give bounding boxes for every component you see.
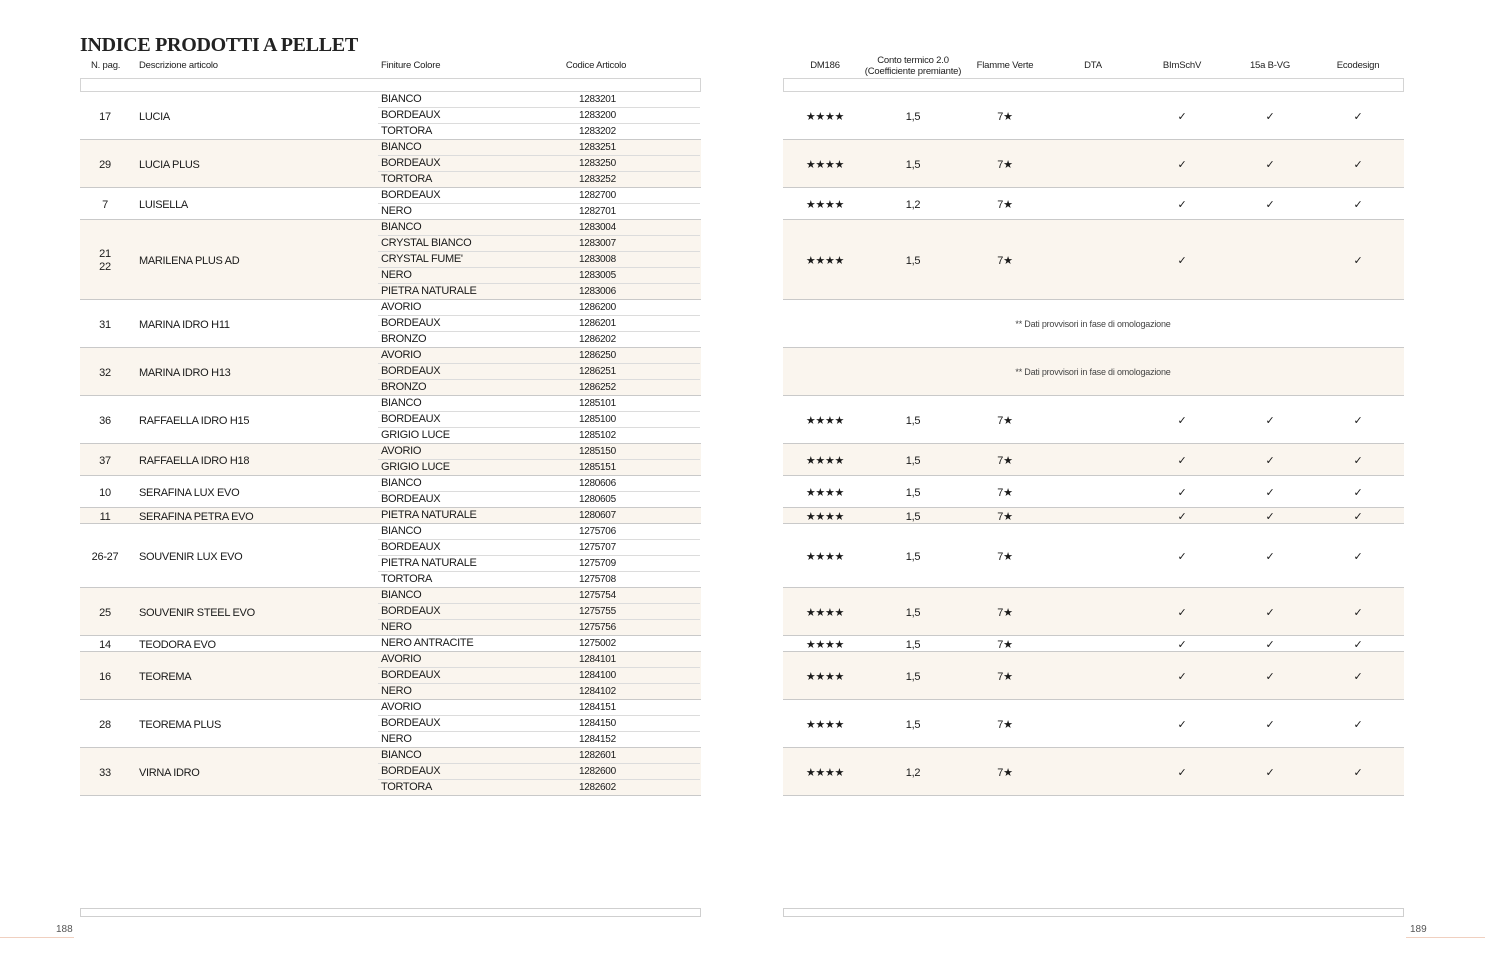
dm186-rating: ★★★★ <box>805 638 845 651</box>
finish-color: BORDEAUX <box>381 493 441 505</box>
finish-color: TORTORA <box>381 573 433 585</box>
finish-color: BRONZO <box>381 381 427 393</box>
finish-row <box>0 668 1485 684</box>
finish-row <box>0 172 1485 188</box>
conto-termico-value: 1,5 <box>905 510 921 523</box>
blmschv-check: ✓ <box>1177 766 1187 779</box>
product-name: SERAFINA PETRA EVO <box>139 510 254 523</box>
page-number-cell: 14 <box>99 638 111 651</box>
finish-row <box>0 700 1485 716</box>
page-rule-right <box>1406 937 1485 938</box>
article-code: 1283201 <box>579 94 616 105</box>
product-group <box>0 588 1485 636</box>
finish-color: BORDEAUX <box>381 541 441 553</box>
product-name: TEODORA EVO <box>139 638 216 651</box>
article-code: 1286251 <box>579 366 616 377</box>
table-bottom-border-right <box>783 908 1404 917</box>
finish-color: BIANCO <box>381 589 422 601</box>
finish-row <box>0 732 1485 748</box>
finish-row <box>0 220 1485 236</box>
product-name: LUCIA PLUS <box>139 158 200 171</box>
finish-color: CRYSTAL BIANCO <box>381 237 472 249</box>
page-number-cell: 10 <box>99 486 111 499</box>
table-bottom-border-left <box>80 908 701 917</box>
dm186-rating: ★★★★ <box>805 110 845 123</box>
product-group <box>0 220 1485 300</box>
header-flamme-verte: Flamme Verte <box>976 60 1034 71</box>
finish-color: PIETRA NATURALE <box>381 509 477 521</box>
conto-termico-value: 1,5 <box>905 254 921 267</box>
finish-row <box>0 332 1485 348</box>
product-group <box>0 652 1485 700</box>
blmschv-check: ✓ <box>1177 158 1187 171</box>
header-dm186: DM186 <box>810 60 840 71</box>
product-name: TEOREMA PLUS <box>139 718 221 731</box>
ecodesign-check: ✓ <box>1353 158 1363 171</box>
article-code: 1275709 <box>579 558 616 569</box>
bvg-check: ✓ <box>1265 454 1275 467</box>
dm186-rating: ★★★★ <box>805 254 845 267</box>
page-number-cell: 29 <box>99 158 111 171</box>
article-code: 1286200 <box>579 302 616 313</box>
product-name: RAFFAELLA IDRO H18 <box>139 454 250 467</box>
article-code: 1280605 <box>579 494 616 505</box>
flamme-verte-rating: 7★ <box>997 254 1013 267</box>
article-code: 1284150 <box>579 718 616 729</box>
article-code: 1275707 <box>579 542 616 553</box>
ecodesign-check: ✓ <box>1353 670 1363 683</box>
finish-row <box>0 636 1485 652</box>
blmschv-check: ✓ <box>1177 414 1187 427</box>
flamme-verte-rating: 7★ <box>997 670 1013 683</box>
ecodesign-check: ✓ <box>1353 254 1363 267</box>
flamme-verte-rating: 7★ <box>997 638 1013 651</box>
page-number-right: 189 <box>1410 924 1427 935</box>
article-code: 1284152 <box>579 734 616 745</box>
finish-color: AVORIO <box>381 701 422 713</box>
finish-row <box>0 300 1485 316</box>
article-code: 1283250 <box>579 158 616 169</box>
bvg-check: ✓ <box>1265 606 1275 619</box>
finish-row <box>0 124 1485 140</box>
product-group <box>0 444 1485 476</box>
provisional-note: ** Dati provvisori in fase di omologazione <box>1015 367 1171 377</box>
finish-color: TORTORA <box>381 173 433 185</box>
finish-color: BRONZO <box>381 333 427 345</box>
article-code: 1275002 <box>579 638 616 649</box>
finish-color: NERO <box>381 685 412 697</box>
finish-color: BORDEAUX <box>381 365 441 377</box>
product-group <box>0 348 1485 396</box>
dm186-rating: ★★★★ <box>805 510 845 523</box>
ecodesign-check: ✓ <box>1353 510 1363 523</box>
blmschv-check: ✓ <box>1177 454 1187 467</box>
finish-color: BORDEAUX <box>381 717 441 729</box>
finish-color: AVORIO <box>381 349 422 361</box>
article-code: 1286202 <box>579 334 616 345</box>
page-number-cell: 17 <box>99 110 111 123</box>
article-code: 1275754 <box>579 590 616 601</box>
finish-row <box>0 764 1485 780</box>
flamme-verte-rating: 7★ <box>997 718 1013 731</box>
blmschv-check: ✓ <box>1177 198 1187 211</box>
article-code: 1282600 <box>579 766 616 777</box>
finish-row <box>0 188 1485 204</box>
finish-row <box>0 380 1485 396</box>
dm186-rating: ★★★★ <box>805 454 845 467</box>
ecodesign-check: ✓ <box>1353 718 1363 731</box>
article-code: 1284151 <box>579 702 616 713</box>
bvg-check: ✓ <box>1265 158 1275 171</box>
article-code: 1283202 <box>579 126 616 137</box>
bvg-check: ✓ <box>1265 718 1275 731</box>
ecodesign-check: ✓ <box>1353 486 1363 499</box>
ecodesign-check: ✓ <box>1353 198 1363 211</box>
page-number-cell: 26-27 <box>91 550 119 563</box>
product-name: MARILENA PLUS AD <box>139 254 240 267</box>
article-code: 1282601 <box>579 750 616 761</box>
product-name: MARINA IDRO H13 <box>139 366 231 379</box>
article-code: 1286250 <box>579 350 616 361</box>
product-group <box>0 396 1485 444</box>
finish-color: NERO ANTRACITE <box>381 637 474 649</box>
ecodesign-check: ✓ <box>1353 454 1363 467</box>
conto-termico-value: 1,5 <box>905 454 921 467</box>
finish-row <box>0 428 1485 444</box>
product-group <box>0 140 1485 188</box>
finish-row <box>0 284 1485 300</box>
finish-row <box>0 108 1485 124</box>
article-code: 1275756 <box>579 622 616 633</box>
product-group <box>0 92 1485 140</box>
header-conto-line2: (Coefficiente premiante) <box>864 66 962 77</box>
finish-color: BIANCO <box>381 525 422 537</box>
finish-row <box>0 348 1485 364</box>
conto-termico-value: 1,5 <box>905 638 921 651</box>
product-group <box>0 476 1485 508</box>
product-name: SERAFINA LUX EVO <box>139 486 240 499</box>
header-ecodesign: Ecodesign <box>1336 60 1380 71</box>
header-blmschv: BImSchV <box>1162 60 1202 71</box>
finish-color: AVORIO <box>381 653 422 665</box>
finish-color: BORDEAUX <box>381 157 441 169</box>
article-code: 1286252 <box>579 382 616 393</box>
page-number-cell: 16 <box>99 670 111 683</box>
blmschv-check: ✓ <box>1177 670 1187 683</box>
page-number-cell: 25 <box>99 606 111 619</box>
finish-color: PIETRA NATURALE <box>381 285 477 297</box>
conto-termico-value: 1,5 <box>905 158 921 171</box>
page-number-cell: 36 <box>99 414 111 427</box>
article-code: 1285151 <box>579 462 616 473</box>
article-code: 1285102 <box>579 430 616 441</box>
article-code: 1285101 <box>579 398 616 409</box>
article-code: 1275755 <box>579 606 616 617</box>
blmschv-check: ✓ <box>1177 718 1187 731</box>
finish-row <box>0 204 1485 220</box>
page-number-cell: 37 <box>99 454 111 467</box>
finish-color: NERO <box>381 733 412 745</box>
finish-color: BORDEAUX <box>381 109 441 121</box>
article-code: 1275706 <box>579 526 616 537</box>
bvg-check: ✓ <box>1265 110 1275 123</box>
blmschv-check: ✓ <box>1177 550 1187 563</box>
product-group <box>0 508 1485 524</box>
product-group <box>0 300 1485 348</box>
table-top-border-right <box>783 78 1404 92</box>
finish-row <box>0 572 1485 588</box>
finish-row <box>0 524 1485 540</box>
header-dta: DTA <box>1084 60 1102 71</box>
header-description: Descrizione articolo <box>139 60 218 71</box>
finish-color: NERO <box>381 205 412 217</box>
conto-termico-value: 1,2 <box>905 198 921 211</box>
finish-row <box>0 92 1485 108</box>
finish-color: TORTORA <box>381 125 433 137</box>
conto-termico-value: 1,5 <box>905 670 921 683</box>
page-number-cell: 21 22 <box>99 248 111 273</box>
conto-termico-value: 1,5 <box>905 414 921 427</box>
bvg-check: ✓ <box>1265 638 1275 651</box>
finish-row <box>0 156 1485 172</box>
product-group <box>0 748 1485 796</box>
blmschv-check: ✓ <box>1177 638 1187 651</box>
page-number-cell: 31 <box>99 318 111 331</box>
finish-row <box>0 684 1485 700</box>
finish-color: BORDEAUX <box>381 189 441 201</box>
article-code: 1283008 <box>579 254 616 265</box>
product-name: SOUVENIR LUX EVO <box>139 550 243 563</box>
dm186-rating: ★★★★ <box>805 158 845 171</box>
finish-color: BORDEAUX <box>381 605 441 617</box>
finish-row <box>0 268 1485 284</box>
dm186-rating: ★★★★ <box>805 414 845 427</box>
flamme-verte-rating: 7★ <box>997 198 1013 211</box>
ecodesign-check: ✓ <box>1353 638 1363 651</box>
finish-row <box>0 588 1485 604</box>
dm186-rating: ★★★★ <box>805 766 845 779</box>
finish-color: BORDEAUX <box>381 413 441 425</box>
flamme-verte-rating: 7★ <box>997 606 1013 619</box>
flamme-verte-rating: 7★ <box>997 414 1013 427</box>
flamme-verte-rating: 7★ <box>997 110 1013 123</box>
finish-color: AVORIO <box>381 445 422 457</box>
product-group <box>0 524 1485 588</box>
ecodesign-check: ✓ <box>1353 766 1363 779</box>
conto-termico-value: 1,5 <box>905 606 921 619</box>
finish-color: BIANCO <box>381 141 422 153</box>
page-number-cell: 7 <box>102 198 108 211</box>
blmschv-check: ✓ <box>1177 110 1187 123</box>
article-code: 1283200 <box>579 110 616 121</box>
article-code: 1282700 <box>579 190 616 201</box>
page-number-cell: 32 <box>99 366 111 379</box>
product-name: LUISELLA <box>139 198 188 211</box>
product-group <box>0 188 1485 220</box>
flamme-verte-rating: 7★ <box>997 158 1013 171</box>
header-code: Codice Articolo <box>565 60 627 71</box>
dm186-rating: ★★★★ <box>805 198 845 211</box>
dm186-rating: ★★★★ <box>805 606 845 619</box>
page-number-left: 188 <box>56 924 73 935</box>
finish-color: NERO <box>381 269 412 281</box>
page-number-cell: 33 <box>99 766 111 779</box>
bvg-check: ✓ <box>1265 766 1275 779</box>
conto-termico-value: 1,5 <box>905 550 921 563</box>
bvg-check: ✓ <box>1265 670 1275 683</box>
flamme-verte-rating: 7★ <box>997 550 1013 563</box>
blmschv-check: ✓ <box>1177 606 1187 619</box>
article-code: 1283004 <box>579 222 616 233</box>
finish-color: AVORIO <box>381 301 422 313</box>
finish-color: BIANCO <box>381 749 422 761</box>
flamme-verte-rating: 7★ <box>997 486 1013 499</box>
finish-row <box>0 236 1485 252</box>
blmschv-check: ✓ <box>1177 486 1187 499</box>
article-code: 1284101 <box>579 654 616 665</box>
header-conto-line1: Conto termico 2.0 <box>877 55 949 66</box>
conto-termico-value: 1,5 <box>905 110 921 123</box>
finish-color: BIANCO <box>381 397 422 409</box>
header-page: N. pag. <box>91 60 121 71</box>
table-top-border-left <box>80 78 701 92</box>
bvg-check: ✓ <box>1265 486 1275 499</box>
article-code: 1284102 <box>579 686 616 697</box>
blmschv-check: ✓ <box>1177 510 1187 523</box>
finish-row <box>0 748 1485 764</box>
finish-row <box>0 716 1485 732</box>
finish-color: BORDEAUX <box>381 317 441 329</box>
product-name: VIRNA IDRO <box>139 766 200 779</box>
conto-termico-value: 1,5 <box>905 718 921 731</box>
flamme-verte-rating: 7★ <box>997 510 1013 523</box>
finish-color: GRIGIO LUCE <box>381 429 450 441</box>
finish-row <box>0 780 1485 796</box>
finish-color: BIANCO <box>381 93 422 105</box>
article-code: 1283005 <box>579 270 616 281</box>
product-name: RAFFAELLA IDRO H15 <box>139 414 250 427</box>
ecodesign-check: ✓ <box>1353 606 1363 619</box>
article-code: 1282701 <box>579 206 616 217</box>
article-code: 1283252 <box>579 174 616 185</box>
article-code: 1282602 <box>579 782 616 793</box>
ecodesign-check: ✓ <box>1353 414 1363 427</box>
article-code: 1284100 <box>579 670 616 681</box>
bvg-check: ✓ <box>1265 550 1275 563</box>
ecodesign-check: ✓ <box>1353 550 1363 563</box>
provisional-note: ** Dati provvisori in fase di omologazione <box>1015 319 1171 329</box>
finish-color: CRYSTAL FUME' <box>381 253 463 265</box>
header-conto-termico <box>865 55 961 77</box>
article-code: 1275708 <box>579 574 616 585</box>
article-code: 1286201 <box>579 318 616 329</box>
finish-color: GRIGIO LUCE <box>381 461 450 473</box>
finish-color: BIANCO <box>381 477 422 489</box>
article-code: 1283006 <box>579 286 616 297</box>
flamme-verte-rating: 7★ <box>997 766 1013 779</box>
header-finish: Finiture Colore <box>381 60 441 71</box>
finish-row <box>0 620 1485 636</box>
article-code: 1280606 <box>579 478 616 489</box>
finish-color: BORDEAUX <box>381 669 441 681</box>
article-code: 1280607 <box>579 510 616 521</box>
ecodesign-check: ✓ <box>1353 110 1363 123</box>
article-code: 1285100 <box>579 414 616 425</box>
product-name: TEOREMA <box>139 670 192 683</box>
product-name: LUCIA <box>139 110 170 123</box>
page-title: INDICE PRODOTTI A PELLET <box>80 34 358 56</box>
product-name: SOUVENIR STEEL EVO <box>139 606 255 619</box>
dm186-rating: ★★★★ <box>805 486 845 499</box>
finish-color: TORTORA <box>381 781 433 793</box>
finish-color: NERO <box>381 621 412 633</box>
product-group <box>0 636 1485 652</box>
group-divider <box>783 795 1404 796</box>
flamme-verte-rating: 7★ <box>997 454 1013 467</box>
article-code: 1283251 <box>579 142 616 153</box>
page-number-cell: 11 <box>99 510 111 523</box>
article-code: 1283007 <box>579 238 616 249</box>
product-group <box>0 700 1485 748</box>
finish-row <box>0 140 1485 156</box>
conto-termico-value: 1,2 <box>905 766 921 779</box>
blmschv-check: ✓ <box>1177 254 1187 267</box>
header-15a-bvg: 15a B-VG <box>1249 60 1291 71</box>
article-code: 1285150 <box>579 446 616 457</box>
finish-row <box>0 652 1485 668</box>
group-divider <box>80 795 701 796</box>
dm186-rating: ★★★★ <box>805 550 845 563</box>
dm186-rating: ★★★★ <box>805 670 845 683</box>
finish-color: BORDEAUX <box>381 765 441 777</box>
bvg-check: ✓ <box>1265 510 1275 523</box>
finish-color: PIETRA NATURALE <box>381 557 477 569</box>
bvg-check: ✓ <box>1265 414 1275 427</box>
product-name: MARINA IDRO H11 <box>139 318 230 331</box>
finish-row <box>0 396 1485 412</box>
page-number-cell: 28 <box>99 718 111 731</box>
dm186-rating: ★★★★ <box>805 718 845 731</box>
finish-color: BIANCO <box>381 221 422 233</box>
conto-termico-value: 1,5 <box>905 486 921 499</box>
bvg-check: ✓ <box>1265 198 1275 211</box>
page-rule-left <box>0 937 74 938</box>
